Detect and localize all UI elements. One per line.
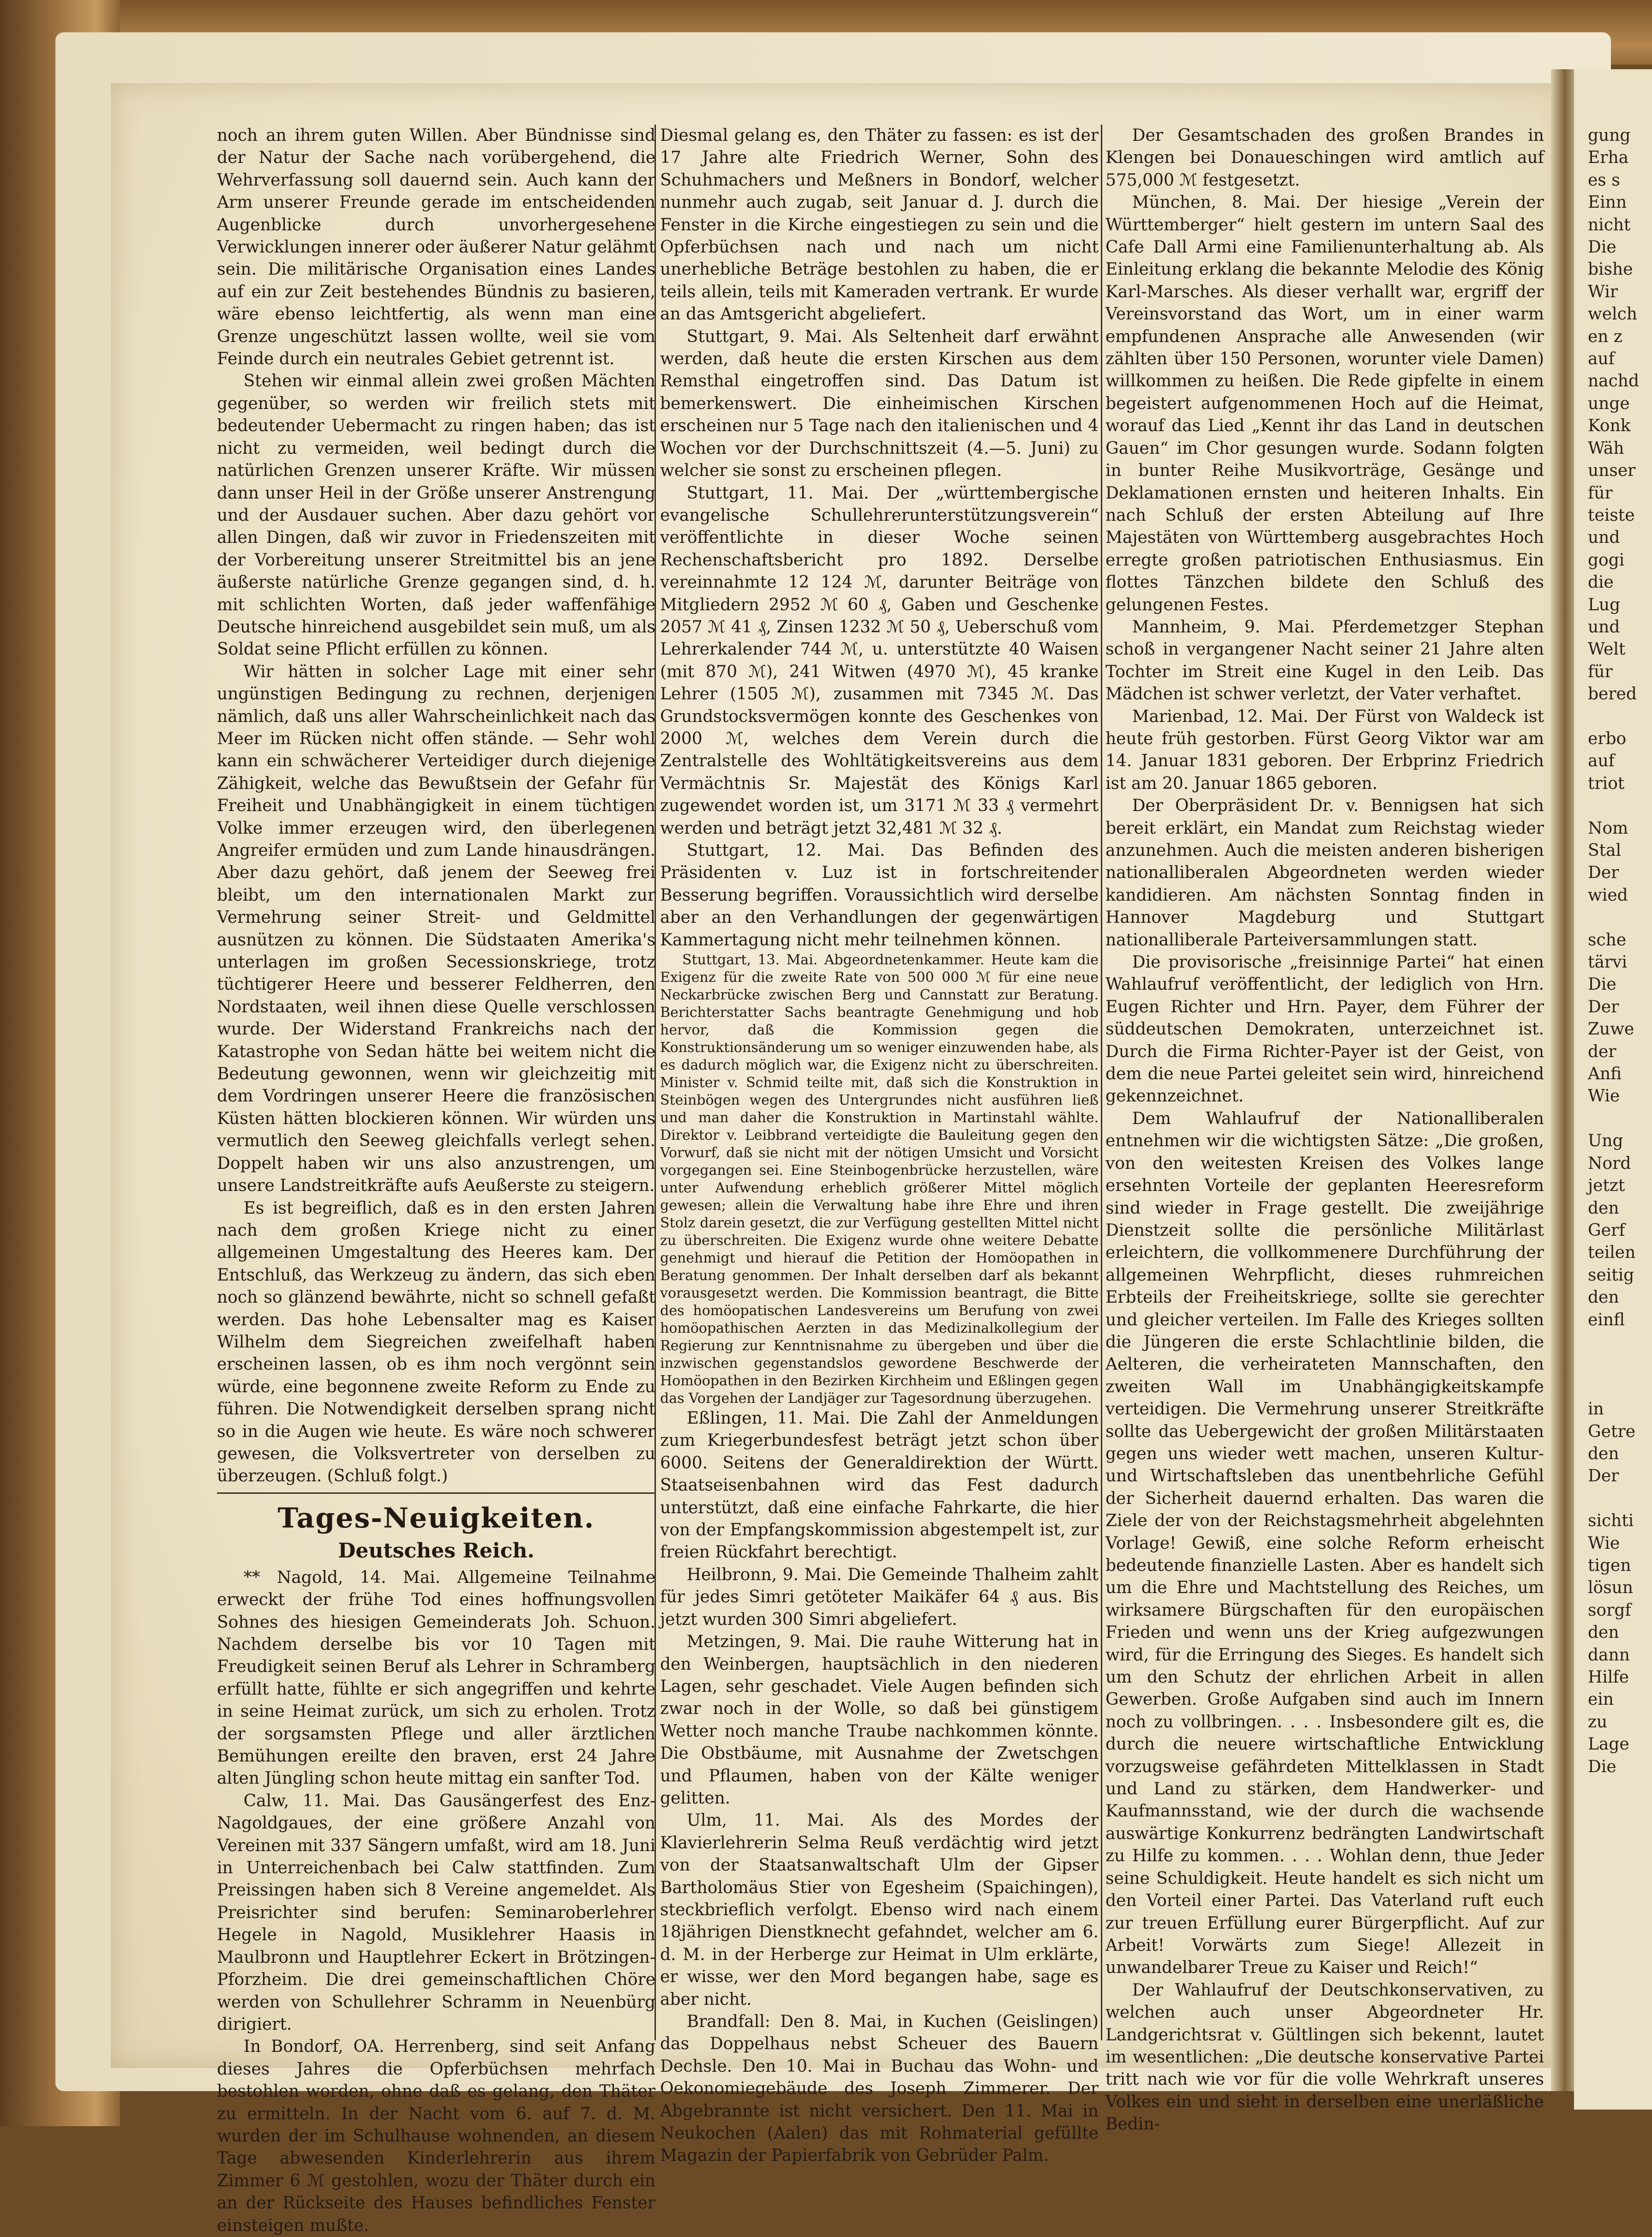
next-page-fragment: Gerf bbox=[1588, 1221, 1625, 1240]
news-item: Stuttgart, 11. Mai. Der „württembergische evangelische Schullehrerunterstützungsverein“ veröffentlichte in dieser Woche seinen Rechenschaftsbericht pro 1892. Derselbe vereinnahmte 12 124 ℳ, darunter Beiträge von Mitgliedern 2952 ℳ 60 ₰, Gaben und Geschenke 2057 ℳ 41 ₰, Zinsen 1232 ℳ 50 ₰, Ueberschuß vom Lehrerkalender 744 ℳ, u. unterstützte 40 Waisen (mit 870 ℳ), 241 Witwen (4970 ℳ), 45 kranke Lehrer (1505 ℳ), zusammen mit 7345 ℳ. Das Grundstocksvermögen konnte des Geschenkes von 2000 ℳ, welches dem Verein durch die Zentralstelle des Wohltätigkeitsvereins aus dem Vermächtnis Sr. Majestät des Königs Karl zugewendet worden ist, um 3171 ℳ 33 ₰ vermehrt werden und beträgt jetzt 32,481 ℳ 32 ₰. bbox=[660, 483, 1099, 838]
next-page-fragment: sorgf bbox=[1588, 1600, 1631, 1620]
next-page-fragment: den bbox=[1588, 1623, 1619, 1642]
next-page-fragment: Erha bbox=[1588, 148, 1629, 168]
next-page-fragment: seitig bbox=[1588, 1265, 1634, 1285]
next-page-fragment bbox=[1588, 1376, 1652, 1398]
next-page-fragment: für bbox=[1588, 662, 1613, 681]
next-page-fragment: Konk bbox=[1588, 416, 1631, 436]
news-item: Heilbronn, 9. Mai. Die Gemeinde Thalheim zahlt für jedes Simri getöteter Maikäfer 64 ₰ aus. Bis jetzt wurden 300 Simri abgeliefert. bbox=[660, 1565, 1099, 1629]
article-paragraph: Wir hätten in solcher Lage mit einer sehr ungünstigen Bedingung zu rechnen, derjenigen nämlich, daß uns aller Wahrscheinlichkeit nach das Meer im Rücken nicht offen stände. — Sehr wohl kann ein schwächerer Verteidiger durch diejenige Zähigkeit, welche das Bewußtsein der Gefahr für Freiheit und Unabhängigkeit in einem tüchtigen Volke immer erzeugen wird, den überlegenen Angreifer ermüden und zum Lande hinausdrängen. Aber dazu gehört, daß jenem der Seeweg frei bleibt, um den internationalen Markt zur Vermehrung seiner Streit- und Geldmittel ausnützen zu können. Die Südstaaten Amerika's unterlagen im großen Secessionskriege, trotz tüchtigerer Heere und besserer Feldherren, den Nordstaaten, weil ihnen diese Quelle verschlossen wurde. Der Widerstand Frankreichs nach der Katastrophe von Sedan hätte bei weitem nicht die Bedeutung gewonnen, wenn wir gleichzeitig mit dem Vordringen unserer Heere die französischen Küsten hätten blockieren können. Wir würden uns vermutlich den Seeweg gleichfalls verlegt sehen. Doppelt haben wir uns also anzustrengen, um unsere Landstreitkräfte aufs Aeußerste zu steigern. bbox=[217, 662, 655, 1196]
next-page-fragment: Nom bbox=[1588, 818, 1628, 838]
next-page-fragment: nachd bbox=[1588, 372, 1640, 391]
next-page-fragment: Anfi bbox=[1588, 1064, 1622, 1084]
next-page-fragment bbox=[1588, 1488, 1652, 1510]
next-page-fragment: teilen bbox=[1588, 1243, 1636, 1263]
news-item: Die provisorische „freisinnige Partei“ hat einen Wahlaufruf veröffentlicht, der lediglich von Hrn. Eugen Richter und Hrn. Payer, dem Führer der süddeutschen Demokraten, unterzeichnet ist. Durch die Firma Richter-Payer ist der Geist, von dem die neue Partei geleitet sein wird, hinreichend gekennzeichnet. bbox=[1105, 953, 1544, 1106]
next-page-fragment: Der bbox=[1588, 1467, 1619, 1486]
news-item: In Bondorf, OA. Herrenberg, sind seit Anfang dieses Jahres die Opferbüchsen mehrfach bestohlen worden, ohne daß es gelang, den Thäter zu ermitteln. In der Nacht vom 6. auf 7. d. M. wurden der im Schulhause wohnenden, an diesem Tage abwesenden Kinderlehrerin aus ihrem Zimmer 6 ℳ gestohlen, wozu der Thäter durch ein an der Rückseite des Hauses befindliches Fenster einsteigen mußte. bbox=[217, 2037, 655, 2235]
section-subtitle: Deutsches Reich. bbox=[338, 1539, 535, 1563]
next-page-edge bbox=[1574, 69, 1652, 2110]
next-page-fragment: und bbox=[1588, 617, 1620, 637]
next-page-fragment: für bbox=[1588, 483, 1613, 503]
news-item: Der Gesamtschaden des großen Brandes in Klengen bei Donaueschingen wird amtlich auf 575,000 ℳ festgesetzt. bbox=[1105, 126, 1544, 190]
next-page-fragment: der bbox=[1588, 1042, 1616, 1061]
next-page-fragment: Hilfe bbox=[1588, 1668, 1629, 1687]
next-page-fragment: bered bbox=[1588, 685, 1637, 704]
next-page-fragment bbox=[1588, 907, 1652, 929]
news-item: Eßlingen, 11. Mai. Die Zahl der Anmeldungen zum Kriegerbundesfest beträgt jetzt schon über 6000. Seitens der Generaldirektion der Württ. Staatseisenbahnen wird das Fest dadurch unterstützt, daß eine einfache Fahrkarte, die hier von der Empfangskommission abgestempelt ist, zur freien Rückfahrt berechtigt. bbox=[660, 1409, 1099, 1562]
next-page-fragment: Wir bbox=[1588, 282, 1618, 301]
news-item: ** Nagold, 14. Mai. Allgemeine Teilnahme erweckt der frühe Tod eines hoffnungsvollen Sohnes des hiesigen Gemeinderats Joh. Schuon. Nachdem derselbe bis vor 10 Tagen mit Freudigkeit seinen Beruf als Lehrer in Schramberg erfüllt hatte, fühlte er sich angegriffen und kehrte in seine Heimat zurück, um sich zu erholen. Trotz der sorgsamsten Pflege und aller ärztlichen Bemühungen ereilte den braven, erst 24 Jahre alten Jüngling schon heute mittag ein sanfter Tod. bbox=[217, 1568, 655, 1788]
next-page-fragment: Der bbox=[1588, 863, 1619, 883]
next-page-fragment bbox=[1588, 706, 1652, 728]
next-page-fragment: wied bbox=[1588, 885, 1628, 905]
next-page-fragment: en z bbox=[1588, 327, 1622, 346]
column-rule-2 bbox=[1101, 125, 1102, 2040]
next-page-fragment: sche bbox=[1588, 930, 1627, 950]
next-page-fragment: gung bbox=[1588, 126, 1631, 145]
next-page-fragment: teiste bbox=[1588, 505, 1635, 525]
next-page-fragment: unge bbox=[1588, 394, 1630, 413]
next-page-fragment: es s bbox=[1588, 170, 1620, 190]
next-page-fragment: auf bbox=[1588, 349, 1615, 369]
news-item: München, 8. Mai. Der hiesige „Verein der Württemberger“ hielt gestern im untern Saal des Cafe Dall Armi eine Familienunterhaltung ab. Als Einleitung erklang die bekannte Melodie des König Karl-Marsches. Als dieser verhallt war, ergriff der Vereinsvorstand das Wort, um in einer warm empfundenen Ansprache alle Anwesenden (wir zählten über 150 Personen, worunter viele Damen) willkommen zu heißen. Die Rede gipfelte in einem begeistert aufgenommenen Hoch auf die Heimat, worauf das Lied „Kennt ihr das Land in deutschen Gauen“ im Chor gesungen wurde. Sodann folgten in bunter Reihe Musikvorträge, Gesänge und Deklamationen ernsten und heiteren Inhalts. Ein nach Schluß der ersten Abteilung auf Ihre Majestäten von Württemberg ausgebrachtes Hoch erregte großen patriotischen Enthusiasmus. Ein flottes Tänzchen bildete den Schluß des gelungenen Festes. bbox=[1105, 193, 1544, 614]
news-item: Metzingen, 9. Mai. Die rauhe Witterung hat in den Weinbergen, hauptsächlich in den niederen Lagen, sehr geschadet. Viele Augen befinden sich zwar noch in der Wolle, so daß bei günstigem Wetter noch manche Traube nachkommen könnte. Die Obstbäume, mit Ausnahme der Zwetschgen und Pflaumen, haben von der Kälte weniger gelitten. bbox=[660, 1632, 1099, 1808]
next-page-fragment bbox=[1588, 1353, 1652, 1376]
news-item: Mannheim, 9. Mai. Pferdemetzger Stephan schoß in vergangener Nacht seiner 21 Jahre alten Tochter im Streit eine Kugel in den Leib. Das Mädchen ist schwer verletzt, der Vater verhaftet. bbox=[1105, 617, 1544, 704]
next-page-fragment: Stal bbox=[1588, 841, 1622, 860]
next-page-fragment: tigen bbox=[1588, 1556, 1631, 1575]
next-page-fragment: die bbox=[1588, 573, 1614, 592]
next-page-fragment: ein bbox=[1588, 1690, 1614, 1709]
next-page-fragment: sichti bbox=[1588, 1511, 1634, 1531]
news-item: Calw, 11. Mai. Das Gausängerfest des Enz-Nagoldgaues, der eine größere Anzahl von Vereinen mit 337 Sängern umfaßt, wird am 18. Juni in Unterreichenbach bei Calw stattfinden. Zum Preissingen haben sich 8 Vereine angemeldet. Als Preisrichter sind berufen: Seminaroberlehrer Hegele in Nagold, Musiklehrer Haasis in Maulbronn und Hauptlehrer Eckert in Brötzingen-Pforzheim. Die drei gemeinschaftlichen Chöre werden von Schullehrer Schramm in Neuenbürg dirigiert. bbox=[217, 1791, 655, 2034]
next-page-fragment: den bbox=[1588, 1444, 1619, 1463]
next-page-fragment: tärvi bbox=[1588, 953, 1627, 972]
next-page-fragment: Wäh bbox=[1588, 439, 1624, 458]
column-1 bbox=[217, 125, 655, 2237]
news-item: Stuttgart, 9. Mai. Als Seltenheit darf erwähnt werden, daß heute die ersten Kirschen aus dem Remsthal eingetroffen sind. Das Datum ist bemerkenswert. Die einheimischen Kirschen erscheinen nur 5 Tage nach den italienischen und 4 Wochen vor der Durchschnittszeit (4.—5. Juni) zu welcher sie sonst zu erscheinen pflegen. bbox=[660, 327, 1099, 481]
next-page-fragment: zu bbox=[1588, 1712, 1608, 1732]
next-page-fragment: auf bbox=[1588, 752, 1615, 771]
next-page-fragment: welch bbox=[1588, 305, 1637, 324]
next-page-fragment: jetzt bbox=[1588, 1176, 1625, 1196]
news-item: Der Oberpräsident Dr. v. Bennigsen hat sich bereit erklärt, ein Mandat zum Reichstag wieder anzunehmen. Auch die meisten anderen bisherigen nationalliberalen Abgeordneten werden wieder kandidieren. Am nächsten Sonntag finden in Hannover Magdeburg und Stuttgart nationalliberale Parteiversammlungen statt. bbox=[1105, 796, 1544, 950]
news-item: Dem Wahlaufruf der Nationalliberalen entnehmen wir die wichtigsten Sätze: „Die großen, von den weitesten Kreisen des Volkes lange ersehnten Vorteile der geplanten Heeresreform sind wieder in Frage gestellt. Die zweijährige Dienstzeit sollte die persönliche Militärlast erleichtern, die vollkommenere Durchführung der allgemeinen Wehrpflicht, dieses ruhmreichen Erbteils der Freiheitskriege, sollte sie gerechter und gleicher verteilen. Im Falle des Krieges sollten die Jüngeren die erste Schlachtlinie bilden, die Aelteren, die verheirateten Mannschaften, den zweiten Wall im Unabhängigkeitskampfe verteidigen. Die Vermehrung unserer Streitkräfte sollte das Uebergewicht der großen Militärstaaten gegen uns wieder wett machen, unseren Kultur- und Wirtschaftsleben das unentbehrliche Gefühl der Sicherheit dauernd erhalten. Das waren die Ziele der von der Reichstagsmehrheit abgelehnten Vorlage! Gewiß, eine solche Reform erheischt bedeutende finanzielle Lasten. Aber es handelt sich um die Ehre und Machtstellung des Reiches, um wirksamere Bürgschaften für den europäischen Frieden und wenn uns der Krieg aufgezwungen wird, für die Erringung des Sieges. Es handelt sich um den Schutz der ehrlichen Arbeit in allen Gewerben. Große Aufgaben sind auch im Innern noch zu vollbringen. . . . Insbesondere gilt es, die durch die neuere wirtschaftliche Entwicklung vorzugsweise gefährdeten Mittelklassen in Stadt und Land zu stärken, dem Handwerker- und Kaufmannsstand, wie der durch die wachsende auswärtige Konkurrenz bedrängten Landwirtschaft zu Hilfe zu kommen. . . . Wohlan denn, thue Jeder seine Schuldigkeit. Heute handelt es sich nicht um den Vorteil einer Partei. Das Vaterland ruft euch zur treuen Erfüllung eurer Bürgerpflicht. Auf zur Arbeit! Vorwärts zum Siege! Allezeit in unwandelbarer Treue zu Kaiser und Reich!“ bbox=[1105, 1109, 1544, 1978]
next-page-fragment: triot bbox=[1588, 774, 1625, 793]
next-page-fragment: Nord bbox=[1588, 1154, 1631, 1173]
next-page-fragment: den bbox=[1588, 1198, 1619, 1218]
next-page-fragment: unser bbox=[1588, 461, 1636, 481]
column-2 bbox=[660, 125, 1099, 2167]
news-item: Der Wahlaufruf der Deutschkonservativen, zu welchen auch unser Abgeordneter Hr. Landgerichtsrat v. Gültlingen sich bekennt, lautet im wesentlichen: „Die deutsche konservative Partei tritt nach wie vor für die volle Wehrkraft unseres Volkes ein und sieht in derselben eine unerläßliche Bedin- bbox=[1105, 1980, 1544, 2134]
next-page-fragment: Getre bbox=[1588, 1422, 1636, 1441]
article-paragraph: Es ist begreiflich, daß es in den ersten Jahren nach dem großen Kriege nicht zu einer allgemeinen Umgestaltung des Heeres kam. Der Entschluß, das Werkzeug zu ändern, das sich eben noch so glänzend bewährte, nicht so schnell gefaßt werden. Das hohe Lebensalter mag es Kaiser Wilhelm dem Siegreichen zweifelhaft haben erscheinen lassen, ob es ihm noch vergönnt sein würde, eine begonnene zweite Reform zu Ende zu führen. Die Notwendigkeit derselben sprang nicht so in die Augen wie heute. Es wäre noch schwerer gewesen, die Volksvertreter von derselben zu überzeugen. (Schluß folgt.) bbox=[217, 1198, 655, 1486]
next-page-fragment: gogi bbox=[1588, 550, 1625, 570]
next-page-fragment: Einn bbox=[1588, 193, 1627, 212]
next-page-fragment: in bbox=[1588, 1400, 1604, 1419]
next-page-fragment: bishe bbox=[1588, 260, 1633, 279]
next-page-fragment: Welt bbox=[1588, 640, 1626, 659]
next-page-fragment: Lug bbox=[1588, 595, 1621, 614]
next-page-fragment: einfl bbox=[1588, 1310, 1625, 1329]
next-page-fragment: Die bbox=[1588, 238, 1616, 257]
next-page-fragment: Die bbox=[1588, 975, 1616, 994]
next-page-fragment: Zuwe bbox=[1588, 1020, 1634, 1039]
section-title: Tages-Neuigkeiten. bbox=[277, 1502, 595, 1534]
next-page-fragment: Die bbox=[1588, 1757, 1616, 1776]
next-page-fragment: lösun bbox=[1588, 1578, 1634, 1598]
next-page-fragment: Lage bbox=[1588, 1735, 1629, 1754]
next-page-fragment bbox=[1588, 1108, 1652, 1130]
next-page-fragments bbox=[1574, 69, 1652, 1778]
news-item: Ulm, 11. Mai. Als des Mordes der Klavierlehrerin Selma Reuß verdächtig wird jetzt von der Staatsanwaltschaft Ulm der Gipser Bartholomäus Stier von Egesheim (Spaichingen), steckbrieflich verfolgt. Ebenso wird nach einem 18jährigen Dienstknecht gefahndet, welcher am 6. d. M. in der Herberge zur Heimat in Ulm erklärte, er wisse, wer den Mord begangen habe, sage es aber nicht. bbox=[660, 1811, 1099, 2009]
article-paragraph: noch an ihrem guten Willen. Aber Bündnisse sind der Natur der Sache nach vorübergehend, die Wehrverfassung soll dauernd sein. Auch kann der Arm unserer Freunde gerade im entscheidenden Augenblicke durch unvorhergesehene Verwicklungen innerer oder äußerer Natur gelähmt sein. Die militärische Organisation eines Landes auf ein zur Zeit bestehendes Bündnis zu basieren, wäre ebenso leichtfertig, als wenn man eine Grenze ungeschützt lassen wollte, weil sie vom Feinde durch ein neutrales Gebiet getrennt ist. bbox=[217, 126, 655, 369]
news-item: Diesmal gelang es, den Thäter zu fassen: es ist der 17 Jahre alte Friedrich Werner, Sohn des Schuhmachers und Meßners in Bondorf, welcher nunmehr auch zugab, seit Januar d. J. durch die Fenster in die Kirche eingestiegen zu sein und die Opferbüchsen nach und nach um nicht unerhebliche Beträge bestohlen zu haben, die er teils allein, teils mit Kameraden vertrank. Er wurde an das Amtsgericht abgeliefert. bbox=[660, 126, 1099, 324]
column-3 bbox=[1105, 125, 1544, 2136]
next-page-fragment bbox=[1588, 795, 1652, 817]
next-page-fragment: nicht bbox=[1588, 215, 1631, 235]
next-page-fragment: den bbox=[1588, 1288, 1619, 1307]
parliament-report: Stuttgart, 13. Mai. Abgeordnetenkammer. Heute kam die Exigenz für die zweite Rate von 500 000 ℳ für eine neue Neckarbrücke zwischen Berg und Cannstatt zur Beratung. Berichterstatter Sachs beantragte Genehmigung und hob hervor, daß die Kommission gegen die Konstruktionsänderung um so weniger einzuwenden habe, als es dadurch möglich war, die Exigenz nicht zu überschreiten. Minister v. Schmid teilte mit, daß sich die Konstruktion in Steinbögen wegen des Untergrundes nicht ausführen ließ und man daher die Konstruktion in Martinstahl wählte. Direktor v. Leibbrand verteidigte die Bauleitung gegen den Vorwurf, daß sie nicht mit der nötigen Umsicht und Vorsicht vorgegangen sei. Eine Steinbogenbrücke herzustellen, wäre unter Aufwendung erheblich größerer Mittel möglich gewesen; allein die Verwaltung habe ihre Ehre und ihren Stolz darein gesetzt, die zur Verfügung gestellten Mittel nicht zu überschreiten. Die Exigenz wurde ohne weitere Debatte genehmigt und hierauf die Petition der Homöopathen in Beratung genommen. Der Inhalt derselben darf als bekannt vorausgesetzt werden. Die Kommission beantragt, die Bitte des homöopatischen Landesvereins um Berufung von zwei homöopathischen Aerzten in das Medizinalkollegium der Regierung zur Kenntnisnahme zu übergeben und über die inzwischen gegenstandslos gewordene Beschwerde der Homöopathen in den Bezirken Kirchheim und Eßlingen gegen das Vorgehen der Landjäger zur Tagesordnung überzugehen. bbox=[660, 952, 1099, 1407]
next-page-fragment: Wie bbox=[1588, 1087, 1620, 1106]
next-page-fragment bbox=[1588, 1331, 1652, 1353]
news-item: Brandfall: Den 8. Mai, in Kuchen (Geislingen) das Doppelhaus nebst Scheuer des Bauern Dechsle. Den 10. Mai in Buchau das Wohn- und Oekonomiegebäude des Joseph Zimmerer. Der Abgebrannte ist nicht versichert. Den 11. Mai in Neukochen (Aalen) das mit Rohmaterial gefüllte Magazin der Papierfabrik von Gebrüder Palm. bbox=[660, 2012, 1099, 2165]
section-divider bbox=[217, 1492, 655, 1494]
article-paragraph: Stehen wir einmal allein zwei großen Mächten gegenüber, so werden wir freilich stets mit bedeutender Uebermacht zu ringen haben; das ist nicht zu vermeiden, weil bedingt durch die natürlichen Grenzen unserer Kräfte. Wir müssen dann unser Heil in der Größe unserer Anstrengung und der Ausdauer suchen. Aber dazu gehört vor allen Dingen, daß wir zuvor in Friedenszeiten mit der Vorbereitung unserer Streitmittel bis an jene äußerste natürliche Grenze gegangen sind, d. h. mit schlichten Worten, daß jeder waffenfähige Deutsche hinreichend ausgebildet sein muß, um als Soldat seine Pflicht erfüllen zu können. bbox=[217, 372, 655, 659]
next-page-fragment: Der bbox=[1588, 997, 1619, 1016]
news-item: Stuttgart, 12. Mai. Das Befinden des Präsidenten v. Luz ist in fortschreitender Besserung begriffen. Voraussichtlich wird derselbe aber an den Verhandlungen der gegenwärtigen Kammertagung nicht mehr teilnehmen können. bbox=[660, 841, 1099, 950]
next-page-fragment: Ung bbox=[1588, 1131, 1623, 1151]
news-item: Marienbad, 12. Mai. Der Fürst von Waldeck ist heute früh gestorben. Fürst Georg Viktor war am 14. Januar 1831 geboren. Der Erbprinz Friedrich ist am 20. Januar 1865 geboren. bbox=[1105, 707, 1544, 793]
next-page-fragment: Wie bbox=[1588, 1533, 1620, 1553]
next-page-fragment: erbo bbox=[1588, 729, 1627, 748]
next-page-fragment: und bbox=[1588, 528, 1620, 547]
next-page-fragment: dann bbox=[1588, 1645, 1630, 1665]
